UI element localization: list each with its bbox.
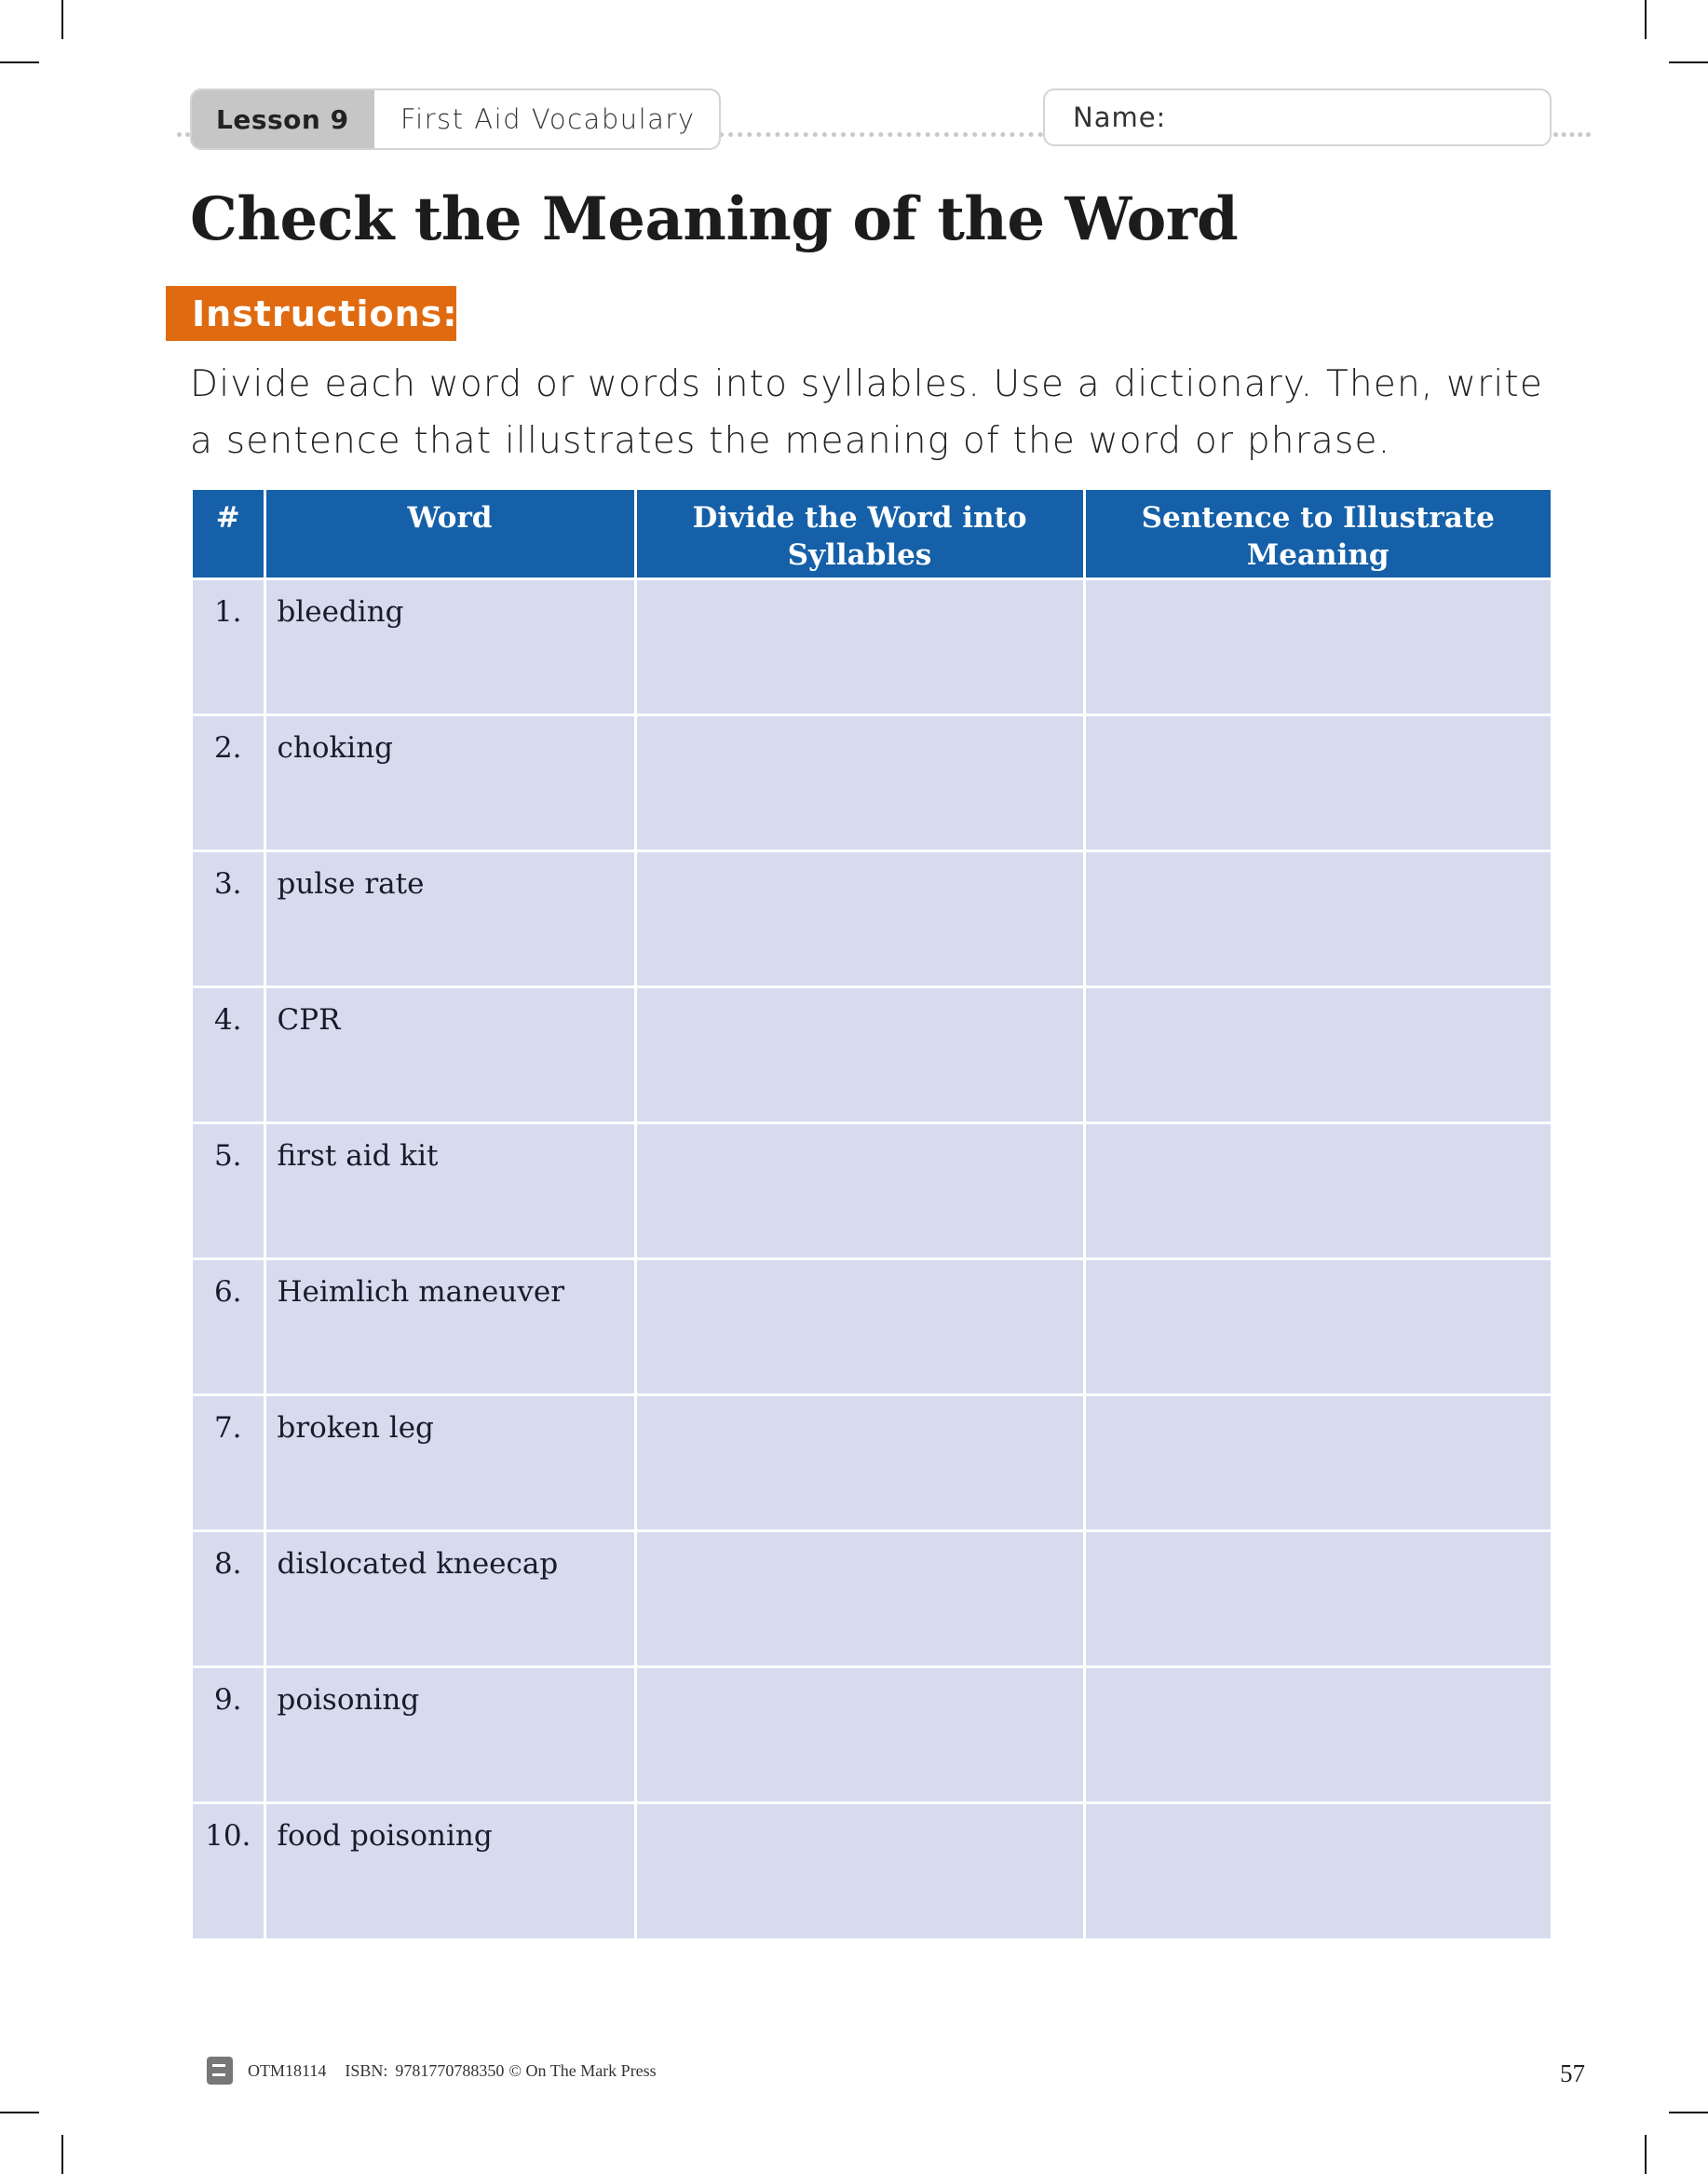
table-header-row [193, 490, 1551, 578]
row-number: 9. [193, 1666, 264, 1802]
lesson-tab [190, 88, 721, 150]
row-word: choking [264, 714, 635, 850]
crop-mark [0, 2112, 39, 2113]
row-word: Heimlich maneuver [264, 1258, 635, 1394]
page-title: Check the Meaning of the Word [190, 184, 1239, 254]
syllables-cell[interactable] [635, 1394, 1084, 1530]
row-number: 5. [193, 1122, 264, 1258]
table-row [193, 714, 1551, 850]
crop-mark [61, 2135, 63, 2174]
row-word: poisoning [264, 1666, 635, 1802]
isbn-number: 9781770788350 [395, 2060, 505, 2080]
column-header-number: # [193, 490, 264, 578]
crop-mark [1669, 61, 1708, 63]
row-number: 8. [193, 1530, 264, 1666]
name-label: Name: [1073, 102, 1167, 133]
sentence-cell[interactable] [1084, 986, 1551, 1122]
syllables-cell[interactable] [635, 578, 1084, 714]
table-row [193, 1258, 1551, 1394]
sentence-cell[interactable] [1084, 714, 1551, 850]
sentence-cell[interactable] [1084, 1258, 1551, 1394]
syllables-cell[interactable] [635, 1530, 1084, 1666]
table-row [193, 1122, 1551, 1258]
column-header-sentence: Sentence to Illustrate Meaning [1084, 490, 1551, 578]
lesson-topic: First Aid Vocabulary [400, 103, 696, 135]
crop-mark [1645, 2135, 1647, 2174]
row-word: food poisoning [264, 1802, 635, 1938]
crop-mark [1645, 0, 1647, 39]
sentence-cell[interactable] [1084, 578, 1551, 714]
row-number: 4. [193, 986, 264, 1122]
sentence-cell[interactable] [1084, 1530, 1551, 1666]
syllables-cell[interactable] [635, 986, 1084, 1122]
lesson-number: Lesson 9 [192, 90, 374, 148]
row-number: 2. [193, 714, 264, 850]
row-word: broken leg [264, 1394, 635, 1530]
table-row [193, 850, 1551, 986]
crop-mark [0, 61, 39, 63]
syllables-cell[interactable] [635, 850, 1084, 986]
row-word: dislocated kneecap [264, 1530, 635, 1666]
sentence-cell[interactable] [1084, 1666, 1551, 1802]
row-number: 3. [193, 850, 264, 986]
row-word: bleeding [264, 578, 635, 714]
product-code: OTM18114 [248, 2060, 327, 2080]
syllables-cell[interactable] [635, 1802, 1084, 1938]
table-row [193, 1666, 1551, 1802]
header-dotted-rule [177, 132, 190, 137]
isbn-label: ISBN: [345, 2060, 388, 2080]
table-row [193, 1394, 1551, 1530]
row-number: 1. [193, 578, 264, 714]
publisher-logo-icon [207, 2057, 233, 2085]
syllables-cell[interactable] [635, 1666, 1084, 1802]
crop-mark [61, 0, 63, 39]
table-row [193, 578, 1551, 714]
syllables-cell[interactable] [635, 714, 1084, 850]
sentence-cell[interactable] [1084, 1394, 1551, 1530]
column-header-syllables: Divide the Word into Syllables [635, 490, 1084, 578]
name-field[interactable] [1043, 88, 1552, 146]
sentence-cell[interactable] [1084, 1122, 1551, 1258]
row-word: first aid kit [264, 1122, 635, 1258]
crop-mark [1669, 2112, 1708, 2113]
row-number: 10. [193, 1802, 264, 1938]
instructions-text: Divide each word or words into syllables. Use a dictionary. Then, write a sentence that illustrates the meaning of the word or phrase. [190, 363, 1544, 462]
table-row [193, 1802, 1551, 1938]
header-dotted-rule [1553, 132, 1591, 137]
copyright-text: © On The Mark Press [508, 2060, 657, 2080]
footer [207, 2057, 657, 2085]
header-dotted-rule [719, 132, 1043, 137]
syllables-cell[interactable] [635, 1258, 1084, 1394]
column-header-word: Word [264, 490, 635, 578]
vocabulary-table [193, 490, 1551, 1938]
row-word: pulse rate [264, 850, 635, 986]
sentence-cell[interactable] [1084, 850, 1551, 986]
sentence-cell[interactable] [1084, 1802, 1551, 1938]
row-word: CPR [264, 986, 635, 1122]
page-number: 57 [1560, 2059, 1585, 2087]
instructions-badge: Instructions: [166, 286, 456, 341]
table-row [193, 986, 1551, 1122]
row-number: 6. [193, 1258, 264, 1394]
syllables-cell[interactable] [635, 1122, 1084, 1258]
table-row [193, 1530, 1551, 1666]
row-number: 7. [193, 1394, 264, 1530]
